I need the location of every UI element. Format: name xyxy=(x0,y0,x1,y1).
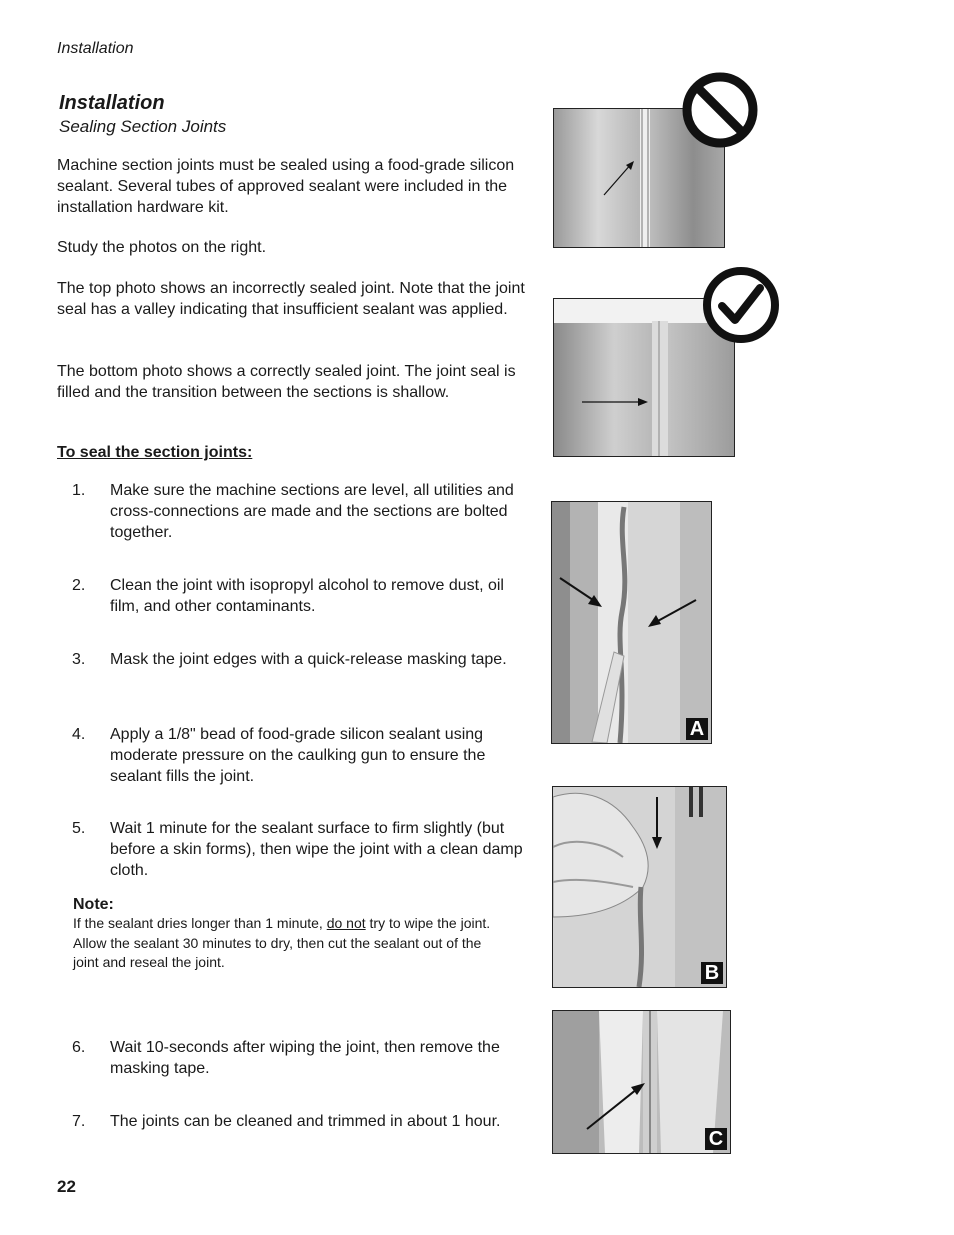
correct-joint-paragraph: The bottom photo shows a correctly sealed joint. The joint seal is filled and the transition between the sections is shallow. xyxy=(57,363,516,401)
study-paragraph: Study the photos on the right. xyxy=(57,239,267,256)
running-head: Installation xyxy=(57,40,134,57)
step-text: Wait 10-seconds after wiping the joint, then remove the masking tape. xyxy=(110,1039,500,1077)
note-text: try to wipe the joint. Allow the sealant 30 minutes to dry, then cut the sealant out of the joint and reseal the joint. xyxy=(73,915,491,970)
prohibited-icon xyxy=(682,72,758,148)
note-title: Note: xyxy=(73,896,114,913)
step-photo-b xyxy=(552,786,727,988)
step-number: 1. xyxy=(72,482,86,499)
step-photo-c xyxy=(552,1010,731,1154)
step-number: 5. xyxy=(72,820,86,837)
step-photo-a xyxy=(551,501,712,744)
step-number: 7. xyxy=(72,1113,86,1130)
photo-label-b: B xyxy=(701,962,723,984)
checkmark-icon xyxy=(702,266,780,344)
incorrect-joint-paragraph: The top photo shows an incorrectly sealed joint. Note that the joint seal has a valley indicating that insufficient sealant was applied. xyxy=(57,280,525,318)
step-number: 4. xyxy=(72,726,86,743)
step-text: Apply a 1/8" bead of food-grade silicon sealant using moderate pressure on the caulking gun to ensure the sealant fills the joint. xyxy=(110,726,486,785)
photo-label-c: C xyxy=(705,1128,727,1150)
step-text: Clean the joint with isopropyl alcohol to remove dust, oil film, and other contaminants. xyxy=(110,577,504,615)
step-text: Make sure the machine sections are level, all utilities and cross-connections are made and the sections are bolted together. xyxy=(110,482,514,541)
photo-label-a: A xyxy=(686,718,708,740)
page-number: 22 xyxy=(57,1177,76,1196)
note-body xyxy=(73,914,493,973)
section-subtitle: Sealing Section Joints xyxy=(59,117,227,136)
steps-heading: To seal the section joints: xyxy=(57,444,253,461)
step-text: The joints can be cleaned and trimmed in about 1 hour. xyxy=(110,1113,501,1130)
step-number: 2. xyxy=(72,577,86,594)
step-number: 6. xyxy=(72,1039,86,1056)
note-text: If the sealant dries longer than 1 minute, xyxy=(73,915,327,931)
intro-paragraph: Machine section joints must be sealed using a food-grade silicon sealant. Several tubes of approved sealant were included in the installation hardware kit. xyxy=(57,157,515,216)
step-text: Wait 1 minute for the sealant surface to firm slightly (but before a skin forms), then wipe the joint with a clean damp cloth. xyxy=(110,820,523,879)
section-title: Installation xyxy=(59,92,165,114)
step-number: 3. xyxy=(72,651,86,668)
step-text: Mask the joint edges with a quick-release masking tape. xyxy=(110,651,507,668)
note-emphasis: do not xyxy=(326,915,366,931)
